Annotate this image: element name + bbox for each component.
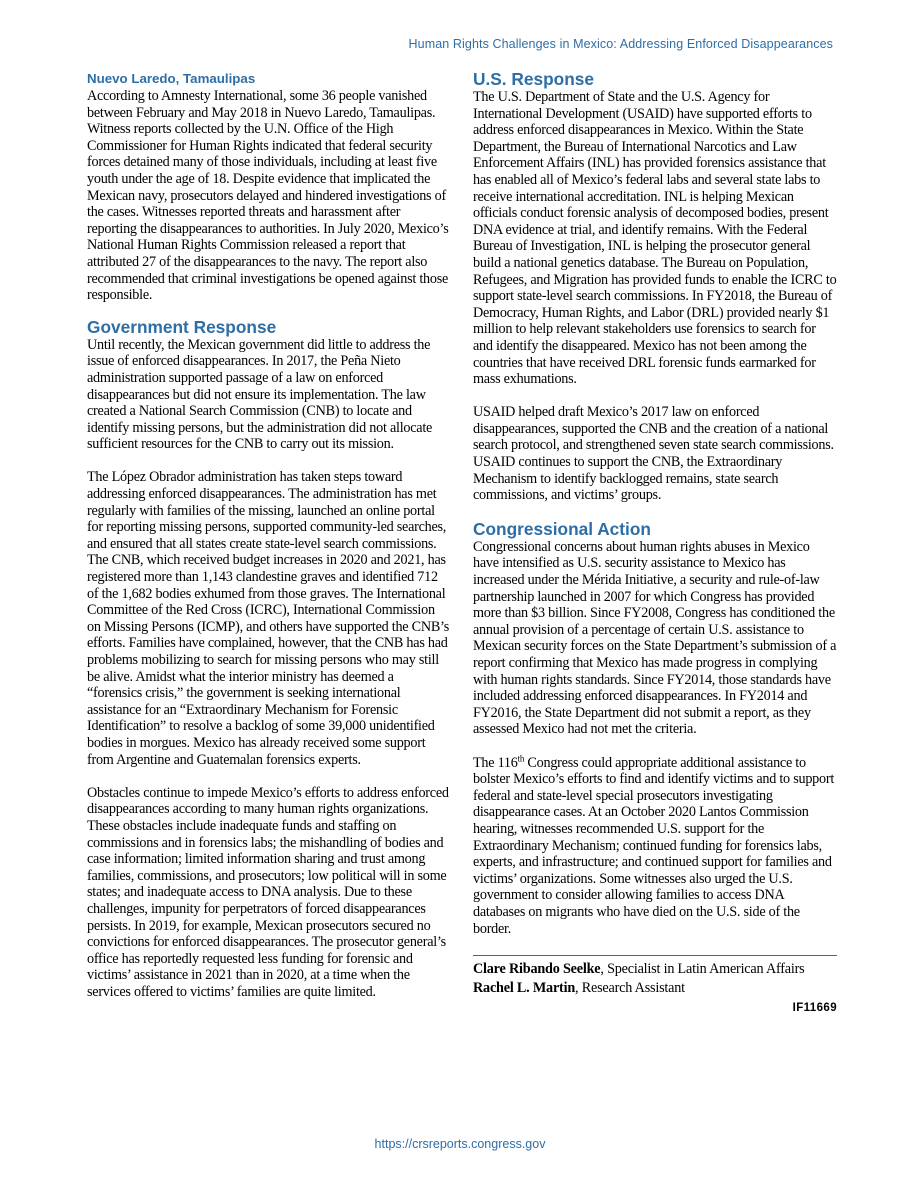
government-paragraph-2: The López Obrador administration has taken steps toward addressing enforced disappearances. The administration has met regularly with families of the missing, launched an online portal for reporting missing persons, supported community-led searches, and ensured that all states create state-level search commissions. The CNB, which received budget increases in 2020 and 2021, has registered more than 1,143 clandestine graves and identified 712 of the 1,682 bodies exhumed from those graves. The International Committee of the Red Cross (ICRC), International Commission on Missing Persons (ICMP), and others have supported the CNB’s efforts. Families have complained, however, that the CNB has had problems mobilizing to search for missing persons who may still be alive. Amidst what the interior ministry has deemed a “forensics crisis,” the government is seeking international assistance for an “Extraordinary Mechanism for Forensic Identification” to resolve a backlog of some 39,000 unidentified bodies in morgues. Mexico has already received some support from Argentine and Guatemalan forensics experts. <box>87 469 450 768</box>
section-heading-government-response: Government Response <box>87 316 277 337</box>
author-role: , Specialist in Latin American Affairs <box>600 961 805 978</box>
government-paragraph-1: Until recently, the Mexican government did little to address the issue of enforced disappearances. In 2017, the Peña Nieto administration supported passage of a law on enforced disappearances but did not ensure its implementation. The law created a National Search Commission (CNB) to locate and identify missing persons, but the administration did not allocate sufficient resources for the CNB to carry out its mission. <box>87 336 433 453</box>
document-id: IF11669 <box>792 1002 837 1015</box>
footer-url-link[interactable]: https://crsreports.congress.gov <box>374 1137 546 1151</box>
author-line <box>473 979 837 998</box>
author-name: Rachel L. Martin <box>473 980 576 997</box>
us-response-paragraph-2: USAID helped draft Mexico’s 2017 law on enforced disappearances, supported the CNB and the creation of a national search protocol, and strengthened seven state search commissions. USAID continues to support the CNB, the Extraordinary Mechanism to identify backlogged remains, state search commissions, and victims’ groups. <box>473 404 834 504</box>
right-column <box>473 71 837 1014</box>
section-heading-us-response: U.S. Response <box>473 69 595 89</box>
author-line <box>473 960 837 979</box>
congress-paragraph-2: The 116th Congress could appropriate additional assistance to bolster Mexico’s efforts to find and identify victims and to support federal and state-level special prosecutors investigating disappearance cases. At an October 2020 Lantos Commission hearing, witnesses recommended U.S. support for the Extraordinary Mechanism; continued funding for forensics labs, experts, and infrastructure; and continued support for families and victims’ organizations. Some witnesses also urged the U.S. government to consider allowing families to access DNA databases on migrants who have died on the U.S. side of the border. <box>473 752 835 937</box>
left-column <box>87 71 451 1000</box>
section-heading-congressional-action: Congressional Action <box>473 518 651 539</box>
congress-paragraph-1: Congressional concerns about human rights abuses in Mexico have intensified as U.S. security assistance to Mexico has increased under the Mérida Initiative, a security and rule-of-law partnership launched in 2007 for which Congress has provided more than $3 billion. Since FY2008, Congress has conditioned the annual provision of a percentage of certain U.S. assistance to Mexican security forces on the State Department’s submission of a report confirming that Mexico has made progress in complying with human rights standards. Since FY2014, those standards have included addressing enforced disappearances. In FY2014 and FY2016, the State Department did not submit a report, as they assessed Mexico had not met the criteria. <box>473 538 837 738</box>
us-response-paragraph-1: The U.S. Department of State and the U.S. Agency for International Development (USAID) have supported efforts to address enforced disappearances in Mexico. Within the State Department, the Bureau of International Narcotics and Law Enforcement Affairs (INL) has provided forensics assistance that has enabled all of Mexico’s federal labs and several state labs to receive international accreditation. INL is helping Mexican officials conduct forensic analysis of decomposed bodies, present DNA evidence at trial, and identify remains. With the Federal Bureau of Investigation, INL is helping the prosecutor general build a national genetics database. The Bureau on Population, Refugees, and Migration has provided funds to enable the ICRC to support state-level search commissions. In FY2018, the Bureau of Democracy, Human Rights, and Labor (DRL) provided nearly $1 million to help relevant stakeholders use forensics to search for and identify the disappeared. Mexico has not been among the countries that have received DRL forensic funds earmarked for mass exhumations. <box>473 89 837 388</box>
running-header-title: Human Rights Challenges in Mexico: Addressing Enforced Disappearances <box>408 37 833 51</box>
ordinal-superscript: th <box>517 752 525 763</box>
author-block <box>473 955 837 998</box>
nuevo-laredo-paragraph: According to Amnesty International, some 36 people vanished between February and May 2018 in Nuevo Laredo, Tamaulipas. Witness reports collected by the U.N. Office of the High Commissioner for Human Rights indicated that federal security forces detained many of those individuals, including at least five youth under the age of 18. Despite evidence that implicated the Mexican navy, prosecutors delayed and hindered investigations of the cases. Witnesses reported threats and harassment after reporting the disappearances to authorities. In July 2020, Mexico’s National Human Rights Commission released a report that attributed 27 of the disappearances to the navy. The report also recommended that criminal investigations be opened against those responsible. <box>87 88 449 304</box>
government-paragraph-3: Obstacles continue to impede Mexico’s efforts to address enforced disappearances according to many human rights organizations. These obstacles include inadequate funds and staffing on commissions and in forensics labs; the mishandling of bodies and case information; limited information sharing and trust among families, commissions, and prosecutors; low political will in some states; and inadequate access to DNA analysis. Due to these challenges, impunity for perpetrators of forced disappearances persists. In 2019, for example, Mexican prosecutors secured no convictions for enforced disappearances. The prosecutor general’s office has reportedly requested less funding for forensic and victims’ assistance in 2021 than in 2020, at a time when the services offered to victims’ families are quite limited. <box>87 784 449 1000</box>
author-role: , Research Assistant <box>575 980 685 997</box>
author-name: Clare Ribando Seelke <box>473 961 601 978</box>
section-heading-nuevo-laredo: Nuevo Laredo, Tamaulipas <box>87 71 256 86</box>
